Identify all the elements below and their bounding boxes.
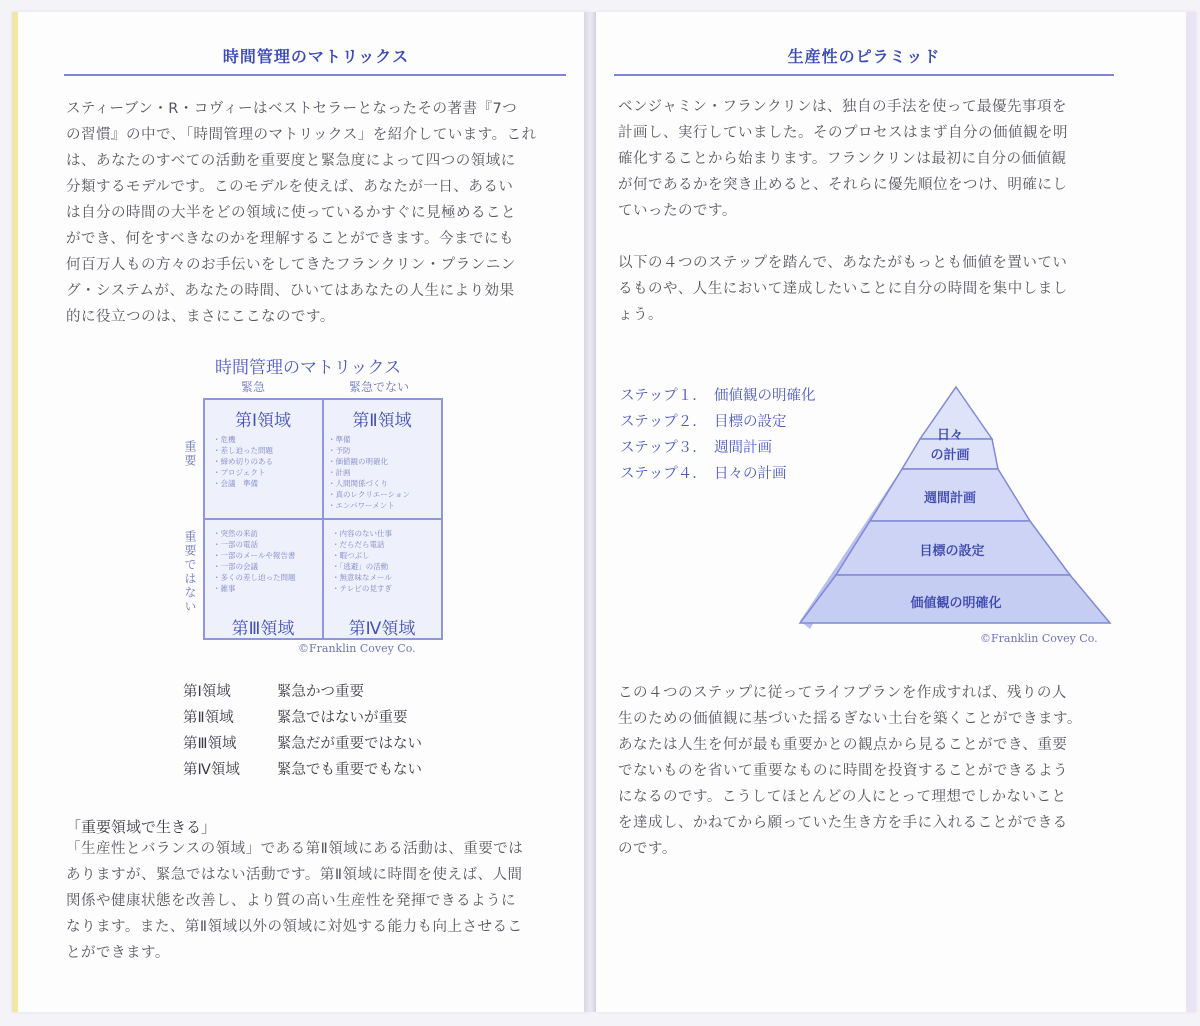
text-line: を達成し、かねてから願っていた生き方を手に入れることができる (618, 815, 1068, 831)
pyramid-label-weekly: 週間計画 (923, 491, 977, 506)
step-label: 週間計画 (714, 440, 772, 456)
quadrant-list-item: ・ 一部のメールや報告書 (213, 550, 296, 561)
quadrant-list-item: ・ 突然の来訪 (213, 528, 296, 539)
quadrant-list-item: ・ 雑事 (213, 583, 296, 594)
book-gutter (584, 12, 596, 1012)
matrix-row-important: 重要 (183, 440, 197, 468)
quadrant-list-item: ・ 暇つぶし (332, 550, 392, 561)
quadrant-list-item: ・ 差し迫った問題 (213, 445, 273, 456)
quadrant-1-list (213, 434, 273, 489)
matrix-col-not-urgent: 緊急でない (349, 380, 410, 394)
text-line: のです。 (618, 841, 677, 857)
quadrant-2 (324, 400, 440, 517)
text-line: ベンジャミン・フランクリンは、独自の手法を使って最優先事項を (618, 99, 1068, 115)
text-line: 以下の４つのステップを踏んで、あなたがもっとも価値を置いてい (618, 255, 1068, 271)
time-matrix-grid (203, 398, 443, 640)
legend-row (183, 758, 422, 779)
right-closing-paragraph (618, 680, 1124, 862)
text-line: ありますが、緊急ではない活動です。第Ⅱ領域に時間を使えば、人間 (66, 867, 523, 883)
text-line: とができます。 (66, 945, 170, 961)
legend-desc: 緊急でも重要でもない (277, 762, 422, 778)
text-line: ができ、何をすべきなのかを理解することができます。今までにも (66, 231, 514, 247)
text-line: 確化することから始まります。フランクリンは最初に自分の価値観 (618, 151, 1067, 167)
text-line: が何であるかを突き止めると、それらに優先順位をつけ、明確にし (618, 177, 1068, 193)
quadrant-1-title: 第Ⅰ領域 (234, 411, 291, 431)
text-line: は自分の時間の大半をどの領域に使っているかすぐに見極めること (66, 205, 516, 221)
legend-row (183, 732, 422, 753)
pyramid-label-goals: 目標の設定 (919, 544, 985, 559)
text-line: 何百万人もの方々のお手伝いをしてきたフランクリン・プランニン (66, 257, 516, 273)
quadrant-list-item: ・ 締め切りのある (213, 456, 273, 467)
quadrant-list-item: ・ 準備 (328, 434, 410, 445)
step-item (620, 384, 816, 405)
quadrant-list-item: ・ 人間関係づくり (328, 478, 410, 489)
text-line: ていったのです。 (618, 203, 737, 219)
quadrant-list-item: ・ 多くの差し迫った問題 (213, 572, 296, 583)
step-number: ステップ１. (620, 388, 697, 404)
text-line: の習慣』の中で、「時間管理のマトリックス」を紹介しています。これ (66, 127, 537, 143)
quadrant-list-item: ・ 価値観の明確化 (328, 456, 410, 467)
left-page-title: 時間管理のマトリックス (222, 47, 410, 66)
pyramid-copyright: ©Franklin Covey Co. (980, 632, 1098, 645)
text-line: 「生産性とバランスの領域」である第Ⅱ領域にある活動は、重要では (66, 841, 524, 857)
quadrant-3-list (213, 528, 296, 594)
legend-desc: 緊急かつ重要 (277, 684, 364, 700)
step-label: 目標の設定 (714, 414, 787, 430)
quadrant-2-list (328, 434, 410, 511)
left-title-rule (64, 74, 566, 76)
matrix-copyright: ©Franklin Covey Co. (298, 642, 416, 655)
quadrant-list-item: ・ エンパワーメント (328, 500, 410, 511)
text-line: 分類するモデルです。このモデルを使えば、あなたが一日、あるい (66, 179, 514, 195)
text-line: この４つのステップに従ってライフプランを作成すれば、残りの人 (618, 685, 1067, 701)
matrix-col-urgent: 緊急 (241, 380, 266, 394)
right-intro-paragraph (618, 94, 1124, 224)
quadrant-list-item: ・ 真のレクリエーション (328, 489, 410, 500)
text-line: 生のための価値観に基づいた揺るぎない土台を築くことができます。 (618, 711, 1082, 727)
step-label: 価値観の明確化 (714, 388, 816, 404)
quadrant-list-item: ・ 内容のない仕事 (332, 528, 392, 539)
right-page-title: 生産性のピラミッド (787, 47, 941, 66)
quadrant-4-list (332, 528, 392, 594)
right-title-rule (614, 74, 1114, 76)
step-number: ステップ２. (620, 414, 697, 430)
step-item (620, 436, 772, 457)
text-line: 関係や健康状態を改善し、より質の高い生産性を発揮できるように (66, 893, 516, 909)
pyramid-label-values: 価値観の明確化 (910, 596, 1002, 611)
quadrant-list-item: ・ プロジェクト (213, 467, 273, 478)
matrix-title: 時間管理のマトリックス (215, 358, 402, 378)
legend-quadrant: 第Ⅳ領域 (183, 762, 240, 778)
productivity-pyramid (790, 385, 1120, 635)
quadrant-list-item: ・ 危機 (213, 434, 273, 445)
step-item (620, 410, 787, 431)
quadrant-list-item: ・ 計画 (328, 467, 410, 478)
legend-quadrant: 第Ⅲ領域 (183, 736, 237, 752)
left-intro-paragraph (66, 96, 570, 330)
legend-row (183, 680, 364, 701)
quadrant-list-item: ・ 予防 (328, 445, 410, 456)
quadrant-4 (324, 520, 440, 637)
quadrant-4-title: 第Ⅳ領域 (348, 619, 416, 639)
right-steps-intro-paragraph (618, 250, 1124, 328)
quadrant-list-item: ・ 「逃避」の活動 (332, 561, 392, 572)
quadrant-list-item: ・ 会議 準備 (213, 478, 273, 489)
text-line: あなたは人生を何が最も重要かとの観点から見ることができ、重要 (618, 737, 1068, 753)
legend-row (183, 706, 408, 727)
section-body-paragraph (66, 836, 570, 966)
text-line: になるのです。こうしてほとんどの人にとって理想でしかないこと (618, 789, 1067, 805)
text-line: グ・システムが、あなたの時間、ひいてはあなたの人生により効果 (66, 283, 515, 299)
pyramid-label-daily-1: 日々 (936, 428, 964, 443)
text-line: るものや、人生において達成したいことに自分の時間を集中しまし (618, 281, 1068, 297)
text-line: なります。また、第Ⅱ領域以外の領域に対処する能力も向上させるこ (66, 919, 523, 935)
quadrant-2-title: 第Ⅱ領域 (352, 411, 412, 431)
step-number: ステップ３. (620, 440, 697, 456)
pyramid-label-daily-2: の計画 (930, 448, 970, 463)
text-line: ょう。 (618, 307, 663, 323)
quadrant-list-item: ・ 一部の電話 (213, 539, 296, 550)
text-line: は、あなたのすべての活動を重要度と緊急度によって四つの領域に (66, 153, 516, 169)
matrix-row-not-important: 重要ではない (183, 530, 197, 614)
quadrant-1 (205, 400, 321, 517)
quadrant-3-title: 第Ⅲ領域 (231, 619, 295, 639)
step-number: ステップ４. (620, 466, 697, 482)
section-heading: 「重要領域で生きる」 (66, 818, 217, 836)
step-label: 日々の計画 (714, 466, 787, 482)
quadrant-list-item: ・ だらだら電話 (332, 539, 392, 550)
legend-desc: 緊急ではないが重要 (277, 710, 408, 726)
quadrant-list-item: ・ 一部の会議 (213, 561, 296, 572)
quadrant-list-item: ・ テレビの見すぎ (332, 583, 392, 594)
quadrant-list-item: ・ 無意味なメール (332, 572, 392, 583)
text-line: 計画し、実行していました。そのプロセスはまず自分の価値観を明 (618, 125, 1068, 141)
text-line: スティーブン・R・コヴィーはベストセラーとなったその著書『7つ (66, 101, 518, 117)
text-line: でないものを省いて重要なものに時間を投資することができるよう (618, 763, 1068, 779)
legend-desc: 緊急だが重要ではない (277, 736, 422, 752)
step-item (620, 462, 787, 483)
legend-quadrant: 第Ⅰ領域 (183, 684, 231, 700)
text-line: 的に役立つのは、まさにここなのです。 (66, 309, 335, 325)
legend-quadrant: 第Ⅱ領域 (183, 710, 234, 726)
quadrant-3 (205, 520, 321, 637)
